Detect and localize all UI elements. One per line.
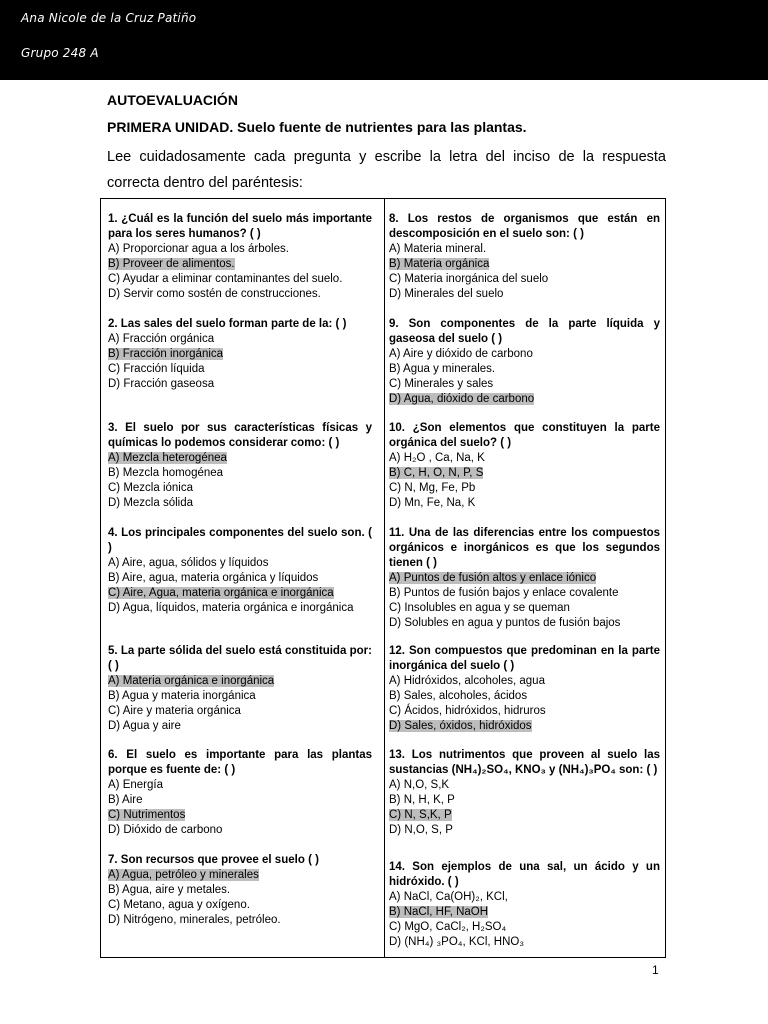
option-text: D) Servir como sostén de construcciones. [108, 288, 321, 300]
option-text: D) Nitrógeno, minerales, petróleo. [108, 914, 281, 926]
highlighted-answer: D) Agua, dióxido de carbono [389, 393, 535, 405]
answer-option [108, 451, 372, 466]
question-stem: 4. Los principales componentes del suelo son. [108, 527, 365, 539]
answer-option [108, 808, 372, 823]
option-text: C) Materia inorgánica del suelo [389, 273, 549, 285]
answer-option [389, 905, 660, 920]
option-text: A) NaCl, Ca(OH)₂, KCl, [389, 891, 508, 903]
answer-option [389, 392, 660, 407]
option-text: C) Insolubles en agua y se queman [389, 602, 570, 614]
question-text [389, 526, 660, 571]
option-text: D) Agua, líquidos, materia orgánica e inorgánica [108, 602, 354, 614]
option-text: C) Metano, agua y oxígeno. [108, 899, 250, 911]
option-text: B) Agua y minerales. [389, 363, 496, 375]
question-stem: 9. Son componentes de la parte líquida y gaseosa del suelo [389, 318, 660, 345]
highlighted-answer: B) Proveer de alimentos. [108, 258, 235, 270]
answer-option [389, 362, 660, 377]
answer-option [389, 466, 660, 481]
answer-parenthesis: ( ) [108, 527, 372, 554]
instructions: Lee cuidadosamente cada pregunta y escribe la letra del inciso de la respuesta correcta dentro del paréntesis: [107, 149, 666, 191]
option-text: C) N, Mg, Fe, Pb [389, 482, 476, 494]
answer-parenthesis: ( ) [426, 557, 437, 569]
answer-option [389, 377, 660, 392]
option-text: B) Aire [108, 794, 143, 806]
option-text: D) N,O, S, P [389, 824, 453, 836]
question-block [108, 644, 372, 734]
question-text [108, 421, 372, 451]
option-text: D) (NH₄) ₃PO₄, KCl, HNO₃ [389, 936, 525, 948]
option-text: A) Energía [108, 779, 163, 791]
option-text: B) Agua, aire y metales. [108, 884, 231, 896]
answer-option [389, 586, 660, 601]
answer-option [108, 719, 372, 734]
question-block [389, 644, 660, 734]
answer-option [389, 272, 660, 287]
answer-parenthesis: ( ) [500, 437, 512, 449]
option-text: D) Minerales del suelo [389, 288, 504, 300]
question-stem: 3. El suelo por sus características físicas y químicas lo podemos considerar como: [108, 422, 372, 449]
answer-option [389, 257, 660, 272]
question-stem: 12. Son compuestos que predominan en la parte inorgánica del suelo [389, 645, 660, 672]
answer-parenthesis: ( ) [108, 660, 119, 672]
answer-option [108, 496, 372, 511]
answer-option [108, 347, 372, 362]
student-name: Ana Nicole de la Cruz Patiño [21, 11, 197, 25]
answer-option [108, 823, 372, 838]
question-stem: 2. Las sales del suelo forman parte de la: [108, 318, 333, 330]
question-text [389, 748, 660, 778]
highlighted-answer: B) C, H, O, N, P, S [389, 467, 484, 479]
option-text: D) Mezcla sólida [108, 497, 193, 509]
answer-option [108, 704, 372, 719]
answer-option [389, 793, 660, 808]
question-stem: 13. Los nutrimentos que proveen al suelo las sustancias (NH₄)₂SO₄, KNO₃ y (NH₄)₃PO₄ son: [389, 749, 660, 776]
option-text: A) Aire, agua, sólidos y líquidos [108, 557, 269, 569]
question-block [389, 526, 660, 631]
answer-parenthesis: ( ) [328, 437, 340, 449]
highlighted-answer: D) Sales, óxidos, hidróxidos [389, 720, 532, 732]
question-block [389, 748, 660, 838]
column-divider [384, 199, 385, 957]
answer-option [108, 571, 372, 586]
option-text: B) Puntos de fusión bajos y enlace covalente [389, 587, 619, 599]
option-text: D) Agua y aire [108, 720, 181, 732]
option-text: D) Solubles en agua y puntos de fusión bajos [389, 617, 621, 629]
question-block [389, 421, 660, 511]
answer-parenthesis: ( ) [491, 333, 503, 345]
option-text: A) Aire y dióxido de carbono [389, 348, 533, 360]
answer-option [108, 778, 372, 793]
answer-option [108, 898, 372, 913]
answer-option [108, 868, 372, 883]
document-title: AUTOEVALUACIÓN [107, 92, 238, 108]
answer-option [389, 451, 660, 466]
option-text: A) Materia mineral. [389, 243, 487, 255]
question-block [108, 317, 372, 392]
question-block [108, 421, 372, 511]
question-text [108, 212, 372, 242]
question-stem: 1. ¿Cuál es la función del suelo más importante para los seres humanos? [108, 213, 372, 240]
question-text [108, 644, 372, 674]
page-number: 1 [652, 963, 659, 977]
option-text: C) Fracción líquida [108, 363, 205, 375]
answer-parenthesis: ( ) [646, 764, 658, 776]
highlighted-answer: B) Fracción inorgánica [108, 348, 224, 360]
option-text: D) Dióxido de carbono [108, 824, 223, 836]
question-block [108, 748, 372, 838]
option-text: B) Mezcla homogénea [108, 467, 224, 479]
question-stem: 5. La parte sólida del suelo está constituida por: [108, 645, 372, 657]
highlighted-answer: A) Puntos de fusión altos y enlace iónico [389, 572, 597, 584]
option-text: B) N, H, K, P [389, 794, 455, 806]
option-text: B) Sales, alcoholes, ácidos [389, 690, 528, 702]
answer-option [389, 496, 660, 511]
answer-option [108, 257, 372, 272]
unit-title: PRIMERA UNIDAD. Suelo fuente de nutrientes para las plantas. [107, 119, 527, 135]
answer-option [108, 883, 372, 898]
question-stem: 11. Una de las diferencias entre los compuestos orgánicos e inorgánicos es que los segundos tienen [389, 527, 660, 569]
answer-option [389, 890, 660, 905]
question-stem: 6. El suelo es importante para las plantas porque es fuente de: [108, 749, 372, 776]
answer-option [389, 823, 660, 838]
answer-option [389, 935, 660, 950]
answer-option [389, 616, 660, 631]
answer-option [108, 466, 372, 481]
answer-option [108, 242, 372, 257]
question-block [389, 317, 660, 407]
question-text [108, 317, 372, 332]
answer-option [389, 287, 660, 302]
highlighted-answer: A) Materia orgánica e inorgánica [108, 675, 275, 687]
highlighted-answer: B) Materia orgánica [389, 258, 490, 270]
option-text: D) Fracción gaseosa [108, 378, 215, 390]
option-text: B) Agua y materia inorgánica [108, 690, 256, 702]
answer-option [389, 704, 660, 719]
question-block [108, 212, 372, 302]
option-text: B) Aire, agua, materia orgánica y líquidos [108, 572, 319, 584]
highlighted-answer: C) N, S,K, P [389, 809, 452, 821]
answer-option [108, 481, 372, 496]
answer-parenthesis: ( ) [249, 228, 261, 240]
answer-option [389, 920, 660, 935]
option-text: A) Proporcionar agua a los árboles. [108, 243, 289, 255]
question-text [389, 644, 660, 674]
answer-option [389, 481, 660, 496]
answer-option [108, 287, 372, 302]
question-text [389, 317, 660, 347]
question-text [108, 526, 372, 556]
answer-option [108, 689, 372, 704]
answer-option [389, 571, 660, 586]
answer-parenthesis: ( ) [308, 854, 319, 866]
questions-table [100, 198, 666, 958]
option-text: C) MgO, CaCl₂, H₂SO₄ [389, 921, 507, 933]
answer-option [389, 242, 660, 257]
option-text: A) N,O, S,K [389, 779, 450, 791]
student-group: Grupo 248 A [21, 46, 99, 60]
answer-option [108, 272, 372, 287]
answer-option [108, 362, 372, 377]
highlighted-answer: C) Nutrimentos [108, 809, 186, 821]
answer-option [108, 332, 372, 347]
question-stem: 14. Son ejemplos de una sal, un ácido y un hidróxido. [389, 861, 660, 888]
question-block [108, 526, 372, 616]
answer-option [389, 719, 660, 734]
answer-option [108, 913, 372, 928]
answer-option [108, 586, 372, 601]
answer-option [108, 674, 372, 689]
answer-option [389, 347, 660, 362]
option-text: C) Mezcla iónica [108, 482, 193, 494]
highlighted-answer: C) Aire, Agua, materia orgánica e inorgánica [108, 587, 334, 599]
question-block [389, 212, 660, 302]
answer-option [389, 689, 660, 704]
answer-parenthesis: ( ) [224, 764, 236, 776]
answer-option [389, 778, 660, 793]
highlighted-answer: A) Mezcla heterogénea [108, 452, 227, 464]
option-text: C) Ácidos, hidróxidos, hidruros [389, 705, 546, 717]
question-stem: 8. Los restos de organismos que están en descomposición en el suelo son: [389, 213, 660, 240]
answer-option [389, 674, 660, 689]
option-text: C) Minerales y sales [389, 378, 494, 390]
answer-option [108, 601, 372, 616]
option-text: A) Fracción orgánica [108, 333, 215, 345]
answer-option [108, 556, 372, 571]
question-stem: 10. ¿Son elementos que constituyen la parte orgánica del suelo? [389, 422, 660, 449]
option-text: A) H₂O , Ca, Na, K [389, 452, 485, 464]
question-block [108, 853, 372, 928]
option-text: A) Hidróxidos, alcoholes, agua [389, 675, 545, 687]
question-text [389, 212, 660, 242]
highlighted-answer: B) NaCl, HF, NaOH [389, 906, 489, 918]
answer-option [108, 377, 372, 392]
question-text [108, 748, 372, 778]
option-text: C) Aire y materia orgánica [108, 705, 241, 717]
option-text: C) Ayudar a eliminar contaminantes del suelo. [108, 273, 343, 285]
question-block [389, 860, 660, 950]
page-header [0, 0, 768, 80]
answer-parenthesis: ( ) [573, 228, 584, 240]
question-text [108, 853, 372, 868]
answer-option [108, 793, 372, 808]
answer-parenthesis: ( ) [447, 876, 459, 888]
answer-option [389, 601, 660, 616]
question-stem: 7. Son recursos que provee el suelo [108, 854, 305, 866]
answer-parenthesis: ( ) [335, 318, 347, 330]
option-text: D) Mn, Fe, Na, K [389, 497, 476, 509]
answer-option [389, 808, 660, 823]
question-text [389, 421, 660, 451]
question-text [389, 860, 660, 890]
highlighted-answer: A) Agua, petróleo y minerales [108, 869, 259, 881]
answer-parenthesis: ( ) [503, 660, 515, 672]
